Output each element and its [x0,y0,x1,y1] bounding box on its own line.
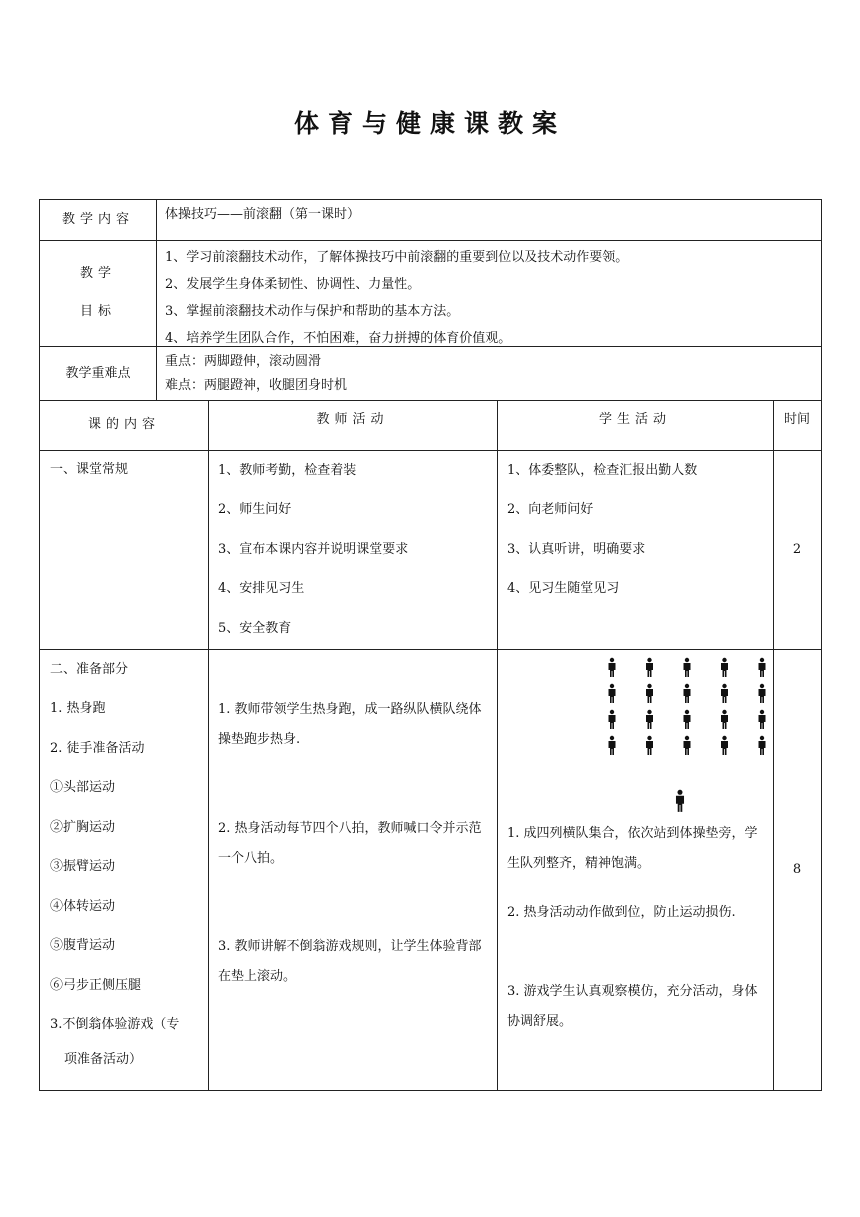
student-item: 3、认真听讲，明确要求 [507,541,646,557]
objective-item: 1、学习前滚翻技术动作，了解体操技巧中前滚翻的重要到位以及技术动作要领。 [165,250,629,265]
objective-item: 3、掌握前滚翻技术动作与保护和帮助的基本方法。 [165,304,460,319]
student-figure [609,684,616,703]
teacher-figure [676,790,684,812]
section2-teacher-2: 2. 热身活动每节四个八拍，教师喊口令并示范一个八拍。 [218,821,482,866]
formation-diagram [498,650,773,820]
keypoints-label: 教学重难点 [65,366,131,381]
keypoints-list [165,350,765,398]
teacher-item: 1、教师考勤，检查着装 [218,462,357,478]
objectives-label-2: 目标 [79,304,116,319]
section2-teacher-3: 3. 教师讲解不倒翁游戏规则，让学生体验背部在垫上滚动。 [218,939,482,984]
section2-content [50,650,206,1075]
col-divider [156,200,157,400]
student-item: 1、体委整队，检查汇报出勤人数 [507,462,698,478]
content-item: ②扩胸运动 [50,819,116,835]
section1-student [507,451,769,609]
student-figure [684,736,691,755]
student-figure [609,658,616,677]
student-figure [721,658,728,677]
content-item: ③振臂运动 [50,859,116,875]
student-figure [646,658,653,677]
student-figure [721,710,728,729]
content-label: 教学内容 [61,212,134,227]
keypoint-item: 难点：两腿蹬神，收腿团身时机 [165,378,348,393]
row-divider [40,400,821,401]
student-figure [684,658,691,677]
section2-time: 8 [792,862,802,877]
objective-item: 4、培养学生团队合作，不怕困难，奋力拼搏的体育价值观。 [165,331,512,346]
content-item: ⑥弓步正侧压腿 [50,977,142,993]
objectives-list [165,244,815,352]
objective-item: 2、发展学生身体柔韧性、协调性、力量性。 [165,277,421,292]
content-item: 3.不倒翁体验游戏（专 [50,1017,180,1033]
teacher-item: 4、安排见习生 [218,581,305,597]
content-item: 2. 徒手准备活动 [50,740,145,756]
col-divider [208,400,209,1090]
content-item: 1. 热身跑 [50,701,106,717]
student-item: 4、见习生随堂见习 [507,581,620,597]
content-value: 体操技巧——前滚翻（第一课时） [165,207,361,222]
section2-student-3: 3. 游戏学生认真观察模仿，充分活动，身体协调舒展。 [507,984,758,1029]
student-figure [721,736,728,755]
section1-time: 2 [792,542,802,557]
student-figure [646,710,653,729]
page-title: 体育与健康课教案 [293,109,566,138]
student-figure [609,710,616,729]
section2-student-2: 2. 热身活动动作做到位，防止运动损伤. [507,905,736,920]
content-item: ⑤腹背运动 [50,938,116,954]
section2-teacher-1: 1. 教师带领学生热身跑，成一路纵队横队绕体操垫跑步热身. [218,702,482,747]
student-figure [759,658,766,677]
teacher-item: 2、师生问好 [218,502,292,518]
student-figure [759,684,766,703]
student-figure [646,736,653,755]
content-item: ④体转运动 [50,898,116,914]
student-figure [684,684,691,703]
keypoint-item: 重点：两脚蹬伸，滚动圆滑 [165,354,322,369]
row-divider [40,240,821,241]
header-teacher: 教师活动 [316,412,389,427]
student-item: 2、向老师问好 [507,502,594,518]
lesson-plan-table [39,199,822,1091]
student-figure [759,736,766,755]
header-content: 课的内容 [87,417,160,432]
student-figure [609,736,616,755]
objectives-label-1: 教学 [79,266,116,281]
student-figure [721,684,728,703]
student-figure [684,710,691,729]
content-item: 二、准备部分 [50,661,129,677]
header-time: 时间 [783,412,810,427]
col-divider [773,400,774,1090]
header-student: 学生活动 [598,412,671,427]
teacher-item: 3、宣布本课内容并说明课堂要求 [218,541,409,557]
content-item: ①头部运动 [50,780,116,796]
content-item: 项准备活动） [64,1052,143,1067]
section1-teacher [218,451,493,649]
teacher-item: 5、安全教育 [218,620,292,636]
student-figure [646,684,653,703]
section1-content: 一、课堂常规 [50,462,129,477]
section2-student-1: 1. 成四列横队集合，依次站到体操垫旁，学生队列整齐，精神饱满。 [507,826,758,871]
student-figure [759,710,766,729]
